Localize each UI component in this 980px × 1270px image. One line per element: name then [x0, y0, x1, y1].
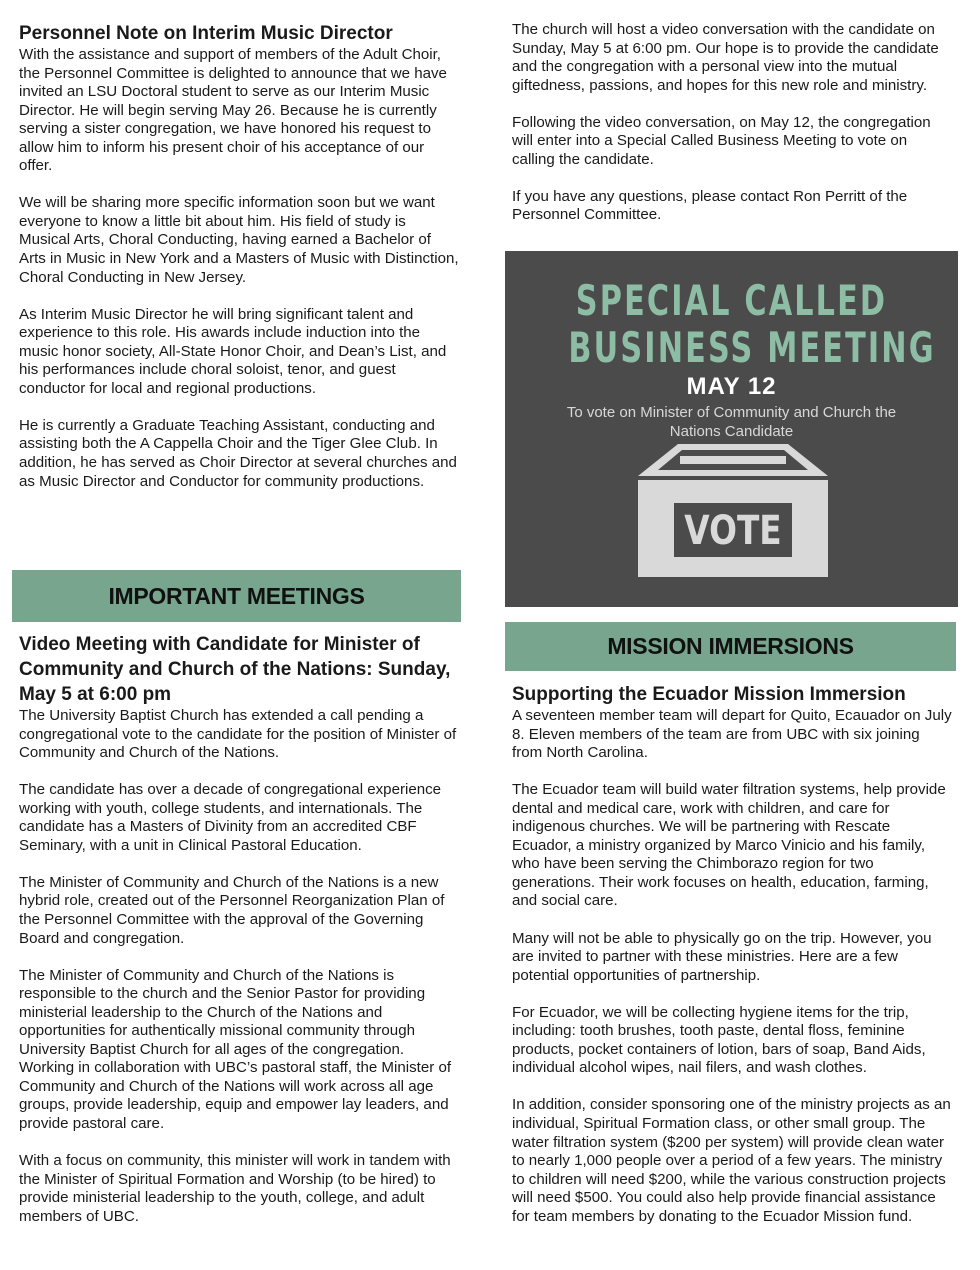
personnel-paragraph: He is currently a Graduate Teaching Assistant, conducting and assisting both the A Cappella Choir and the Tiger Glee Club. In addition, he has served as Choir Director at several churches and as Music Director and Conductor for community productions. [19, 416, 457, 490]
flyer-date: MAY 12 [686, 373, 777, 400]
meetings-paragraph: With a focus on community, this minister will work in tandem with the Minister of Spiritual Formation and Worship (to be hired) to provide ministerial leadership to the youth, college, and adult members of UBC. [19, 1152, 451, 1225]
meetings-paragraph: The University Baptist Church has extended a call pending a congregational vote to the candidate for the position of Minister of Community and Church of the Nations. [19, 707, 457, 762]
personnel-paragraph: As Interim Music Director he will bring significant talent and experience to this role. His awards include induction into the music honor society, All-State Honor Choir, and Dean’s List, and his performances include choral soloist, tenor, and guest conductor for local and regional productions. [19, 305, 447, 397]
mission-immersions-banner: MISSION IMMERSIONS [505, 622, 956, 671]
video-meeting-title: Video Meeting with Candidate for Minister of Community and Church of the Nations: Sunday, May 5 at 6:00 pm [19, 634, 451, 705]
mission-section [512, 682, 952, 1226]
meetings-paragraph: The Minister of Community and Church of the Nations is responsible to the church and the Senior Pastor for providing ministerial leadership to the Church of the Nations and opportunities for authentically missional community through University Baptist Church for all ages of the congregation. Working in collaboration with UBC’s pastoral staff, the Minister of Community and Church of the Nations will work across all age groups, provide leadership, equip and empower lay leaders, and provide pastoral care. [19, 966, 452, 1133]
meetings-paragraph: The Minister of Community and Church of the Nations is a new hybrid role, created out of the Personnel Reorganization Plan of the Personnel Committee with the approval of the Governing Board and congregation. [19, 873, 445, 947]
mission-paragraph: For Ecuador, we will be collecting hygiene items for the trip, including: tooth brushes, tooth paste, dental floss, feminine products, pocket containers of lotion, bars of soap, Band Aids, individual alcohol wipes, nail filers, and wash clothes. [512, 1003, 926, 1077]
business-meeting-flyer [505, 251, 958, 607]
personnel-paragraph: With the assistance and support of members of the Adult Choir, the Personnel Committee is delighted to announce that we have invited an LSU Doctoral student to serve as our Interim Music Director. He will begin serving May 26. Because he is currently serving a sister congregation, we have honored his request to allow him to inform his present choir of his acceptance of our offer. [19, 46, 447, 175]
flyer-title-line-1: SPECIAL CALLED [575, 276, 888, 325]
right-paragraph: Following the video conversation, on May 12, the congregation will enter into a Special Called Business Meeting to vote on calling the candidate. [512, 113, 931, 168]
ballot-label: VOTE [684, 506, 782, 554]
flyer-subtitle: To vote on Minister of Community and Church the Nations Candidate [566, 404, 897, 440]
mission-paragraph: A seventeen member team will depart for Quito, Ecauador on July 8. Eleven members of the team are from UBC with six joining from North Carolina. [512, 707, 952, 762]
meetings-paragraph: The candidate has over a decade of congregational experience working with youth, college students, and internationals. The candidate has a Masters of Divinity from an accredited CBF Seminary, with a unit in Clinical Pastoral Education. [19, 781, 442, 854]
mission-paragraph: The Ecuador team will build water filtration systems, help provide dental and medical care, work with children, and care for indigenous churches. We will be partnering with Rescate Ecuador, a ministry organized by Marco Vinicio and his family, who have been serving the Chimborazo region for two generations. Their work focuses on health, education, farming, and social care. [512, 781, 946, 910]
video-conversation-section [512, 21, 952, 225]
mission-paragraph: In addition, consider sponsoring one of the ministry projects as an individual, Spiritual Formation class, or other small group. The water filtration system ($200 per system) will provide clean water to nearly 1,000 people over a period of a few years. The ministry to children will need $200, while the various construction projects will need $500. You could also help provide financial assistance for team members by donating to the Ecuador Mission fund. [512, 1096, 951, 1225]
mission-paragraph: Many will not be able to physically go on the trip. However, you are invited to partner with these ministries. Here are a few potential opportunities of partnership. [512, 929, 932, 984]
ecuador-title: Supporting the Ecuador Mission Immersion [512, 684, 906, 705]
important-meetings-banner: IMPORTANT MEETINGS [12, 570, 461, 622]
right-paragraph: The church will host a video conversation with the candidate on Sunday, May 5 at 6:00 pm. Our hope is to provide the candidate and the congregation with a personal view into the mutual giftedness, passions, and hopes for this new role and ministry. [512, 21, 939, 94]
flyer-title-line-2: BUSINESS MEETING [568, 323, 936, 372]
personnel-section [19, 0, 459, 491]
personnel-paragraph: We will be sharing more specific information soon but we want everyone to know a little bit about him. His field of study is Musical Arts, Choral Conducting, having earned a Bachelor of Arts in Music in New York and a Masters of Music with Distinction, Choral Conducting in New Jersey. [19, 194, 459, 286]
meetings-section [19, 632, 459, 1226]
personnel-title: Personnel Note on Interim Music Director [19, 23, 393, 44]
ballot-box-icon [638, 440, 828, 580]
right-paragraph: If you have any questions, please contact Ron Perritt of the Personnel Committee. [512, 187, 908, 224]
